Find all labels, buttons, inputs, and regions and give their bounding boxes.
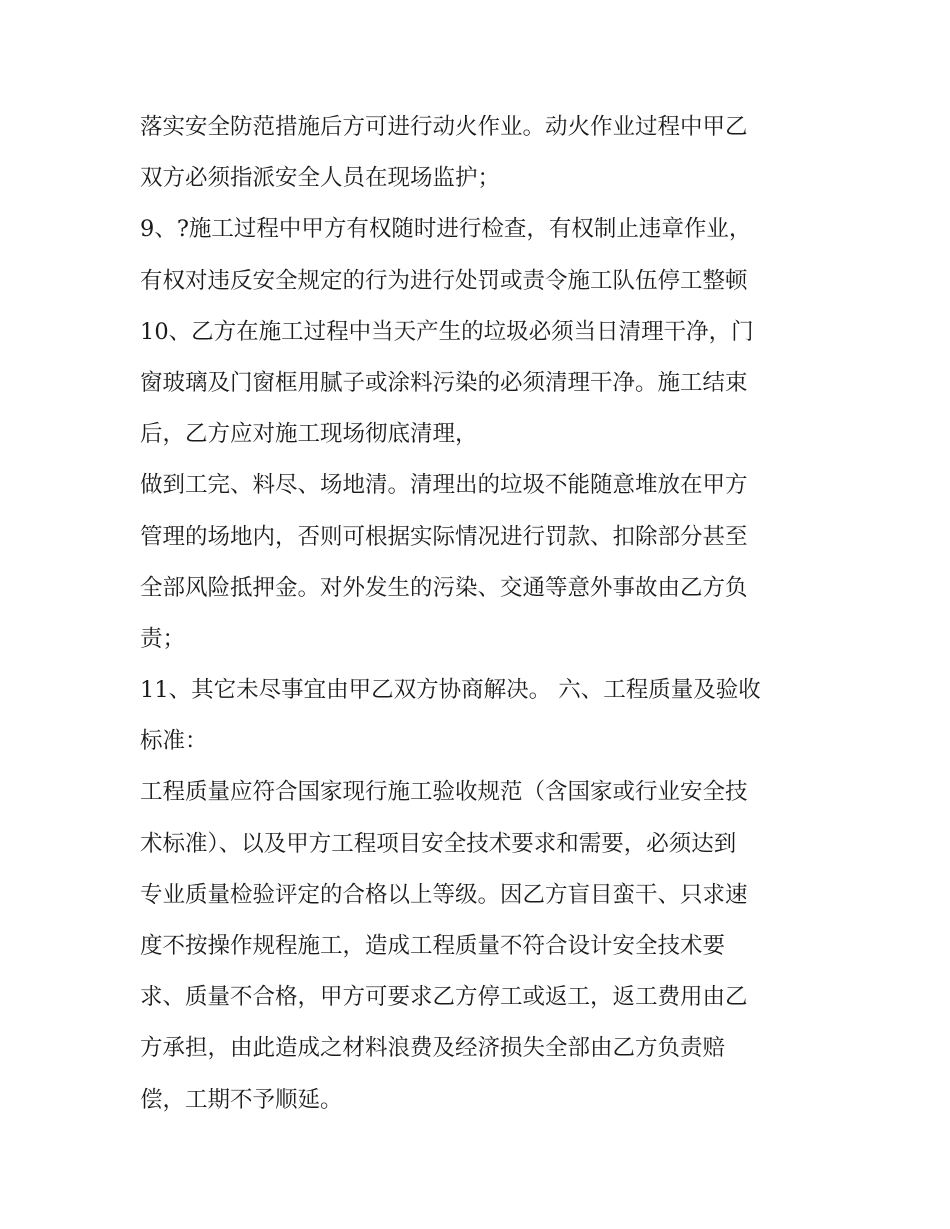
text-line: 全部风险抵押金。对外发生的污染、交通等意外事故由乙方负 bbox=[140, 574, 748, 601]
document-body bbox=[140, 102, 820, 1126]
text-line: 方承担，由此造成之材料浪费及经济损失全部由乙方负责赔 bbox=[140, 1035, 726, 1062]
text-line: 求、质量不合格，甲方可要求乙方停工或返工，返工费用由乙 bbox=[140, 984, 748, 1011]
text-line: 落实安全防范措施后方可进行动火作业。动火作业过程中甲乙 bbox=[140, 114, 748, 140]
text-line: 工程质量应符合国家现行施工验收规范（含国家或行业安全技 bbox=[140, 779, 748, 806]
text-line: 责； bbox=[140, 625, 186, 652]
text-line: 10、乙方在施工过程中当天产生的垃圾必须当日清理干净，门 bbox=[140, 318, 754, 345]
text-line: 有权对违反安全规定的行为进行处罚或责令施工队伍停工整顿 bbox=[140, 267, 748, 294]
text-line: 偿，工期不予顺延。 bbox=[140, 1086, 343, 1113]
text-line: 管理的场地内，否则可根据实际情况进行罚款、扣除部分甚至 bbox=[140, 523, 748, 550]
text-line: 后，乙方应对施工现场彻底清理， bbox=[140, 421, 478, 448]
text-line: 11、其它未尽事宜由甲乙双方协商解决。 六、工程质量及验收 bbox=[140, 677, 761, 704]
text-line: 术标准）、以及甲方工程项目安全技术要求和需要，必须达到 bbox=[140, 830, 737, 857]
text-line: 窗玻璃及门窗框用腻子或涂料污染的必须清理干净。施工结束 bbox=[140, 369, 748, 396]
text-line: 专业质量检验评定的合格以上等级。因乙方盲目蛮干、只求速 bbox=[140, 881, 748, 908]
text-line: 双方必须指派安全人员在现场监护； bbox=[140, 165, 501, 192]
text-line: 度不按操作规程施工，造成工程质量不符合设计安全技术要 bbox=[140, 933, 726, 959]
text-line: 9、?施工过程中甲方有权随时进行检查，有权制止违章作业， bbox=[140, 216, 752, 243]
text-line: 标准： bbox=[140, 728, 208, 755]
text-line: 做到工完、料尽、场地清。清理出的垃圾不能随意堆放在甲方 bbox=[140, 472, 748, 499]
